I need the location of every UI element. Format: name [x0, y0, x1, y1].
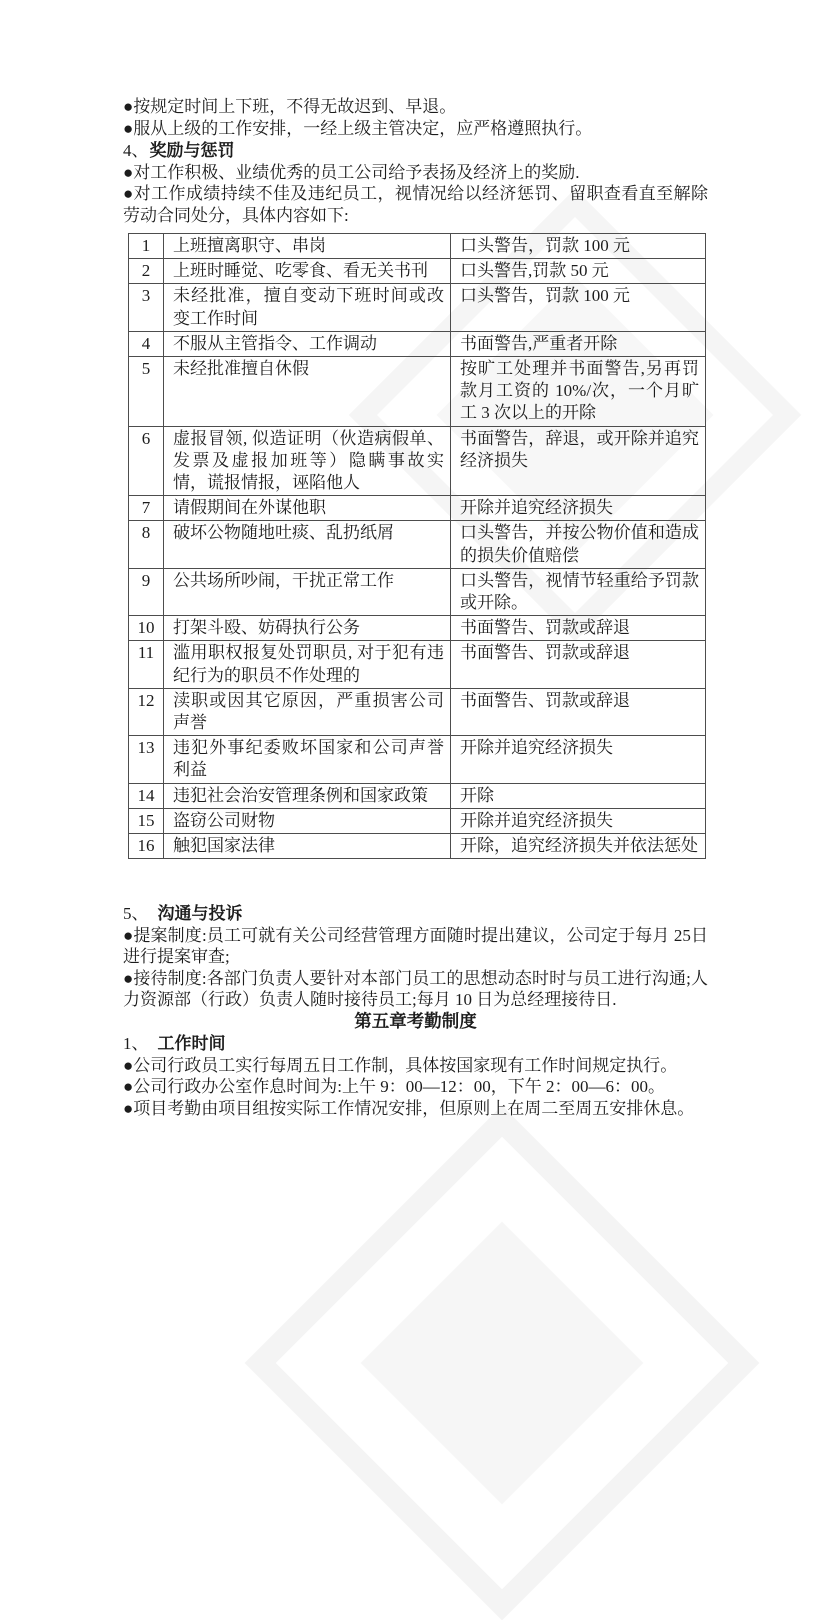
section-title: 奖励与惩罚 [149, 141, 235, 160]
behavior-cell: 上班时睡觉、吃零食、看无关书刊 [164, 259, 451, 284]
row-number-cell: 7 [129, 496, 164, 521]
page-content [123, 96, 708, 1119]
penalty-cell: 开除并追究经济损失 [451, 808, 706, 833]
bullet-line: ●对工作积极、业绩优秀的员工公司给予表扬及经济上的奖励. [123, 162, 580, 182]
discipline-table-body [129, 234, 706, 859]
bullet-line: ●接待制度:各部门负责人要针对本部门员工的思想动态时时与员工进行沟通;人力资源部（行政）负责人随时接待员工;每月 10 日为总经理接待日. [123, 968, 708, 1010]
bullet-line: ●公司行政办公室作息时间为:上午 9：00—12：00，下午 2：00—6：00。 [123, 1077, 665, 1097]
behavior-cell: 公共场所吵闹，干扰正常工作 [164, 568, 451, 615]
intro-bullet-list [123, 96, 708, 139]
section4-bullet-list [123, 162, 708, 227]
table-row [129, 496, 706, 521]
table-row [129, 568, 706, 615]
penalty-cell: 开除 [451, 783, 706, 808]
penalty-cell: 书面警告，辞退，或开除并追究经济损失 [451, 426, 706, 496]
penalty-cell: 书面警告、罚款或辞退 [451, 641, 706, 688]
watermark-diamond-bottom [245, 1106, 760, 1620]
table-row [129, 688, 706, 735]
row-number-cell: 2 [129, 259, 164, 284]
row-number-cell: 16 [129, 834, 164, 859]
discipline-penalty-table [128, 233, 706, 859]
row-number-cell: 5 [129, 357, 164, 427]
table-row [129, 284, 706, 331]
penalty-cell: 开除并追究经济损失 [451, 736, 706, 783]
penalty-cell: 口头警告，罚款 100 元 [451, 234, 706, 259]
table-row [129, 259, 706, 284]
row-number-cell: 14 [129, 783, 164, 808]
row-number-cell: 10 [129, 616, 164, 641]
bullet-line: ●项目考勤由项目组按实际工作情况安排，但原则上在周二至周五安排休息。 [123, 1098, 695, 1118]
behavior-cell: 打架斗殴、妨碍执行公务 [164, 616, 451, 641]
section-number: 4、 [123, 141, 149, 160]
table-row [129, 641, 706, 688]
penalty-cell: 口头警告，视情节轻重给予罚款或开除。 [451, 568, 706, 615]
table-row [129, 783, 706, 808]
penalty-cell: 开除，追究经济损失并依法惩处 [451, 834, 706, 859]
penalty-cell: 书面警告、罚款或辞退 [451, 688, 706, 735]
table-row [129, 736, 706, 783]
section-number: 1、 [123, 1034, 149, 1054]
section-number: 5、 [123, 904, 149, 924]
row-number-cell: 3 [129, 284, 164, 331]
section-title: 沟通与投诉 [157, 904, 243, 924]
behavior-cell: 未经批准擅自休假 [164, 357, 451, 427]
penalty-cell: 书面警告、罚款或辞退 [451, 616, 706, 641]
row-number-cell: 6 [129, 426, 164, 496]
behavior-cell: 渎职或因其它原因，严重损害公司声誉 [164, 688, 451, 735]
behavior-cell: 盗窃公司财物 [164, 808, 451, 833]
row-number-cell: 13 [129, 736, 164, 783]
bullet-line: ●按规定时间上下班，不得无故迟到、早退。 [123, 97, 457, 116]
behavior-cell: 违犯社会治安管理条例和国家政策 [164, 783, 451, 808]
section5-bullet-list [123, 925, 708, 1011]
table-row [129, 834, 706, 859]
behavior-cell: 虚报冒领, 似造证明（伙造病假单、发票及虚报加班等）隐瞒事故实情，谎报情报，诬陷他人 [164, 426, 451, 496]
row-number-cell: 11 [129, 641, 164, 688]
behavior-cell: 破坏公物随地吐痰、乱扔纸屑 [164, 521, 451, 568]
penalty-cell: 口头警告，并按公物价值和造成的损失价值赔偿 [451, 521, 706, 568]
penalty-cell: 口头警告,罚款 50 元 [451, 259, 706, 284]
table-row [129, 616, 706, 641]
table-row [129, 331, 706, 356]
penalty-cell: 开除并追究经济损失 [451, 496, 706, 521]
row-number-cell: 9 [129, 568, 164, 615]
table-row [129, 426, 706, 496]
table-row [129, 357, 706, 427]
row-number-cell: 8 [129, 521, 164, 568]
bullet-line: ●服从上级的工作安排，一经上级主管决定，应严格遵照执行。 [123, 118, 593, 138]
bullet-line: ●提案制度:员工可就有关公司经营管理方面随时提出建议，公司定于每月 25日进行提案审查; [123, 925, 708, 967]
table-row [129, 808, 706, 833]
work-hours-bullet-list [123, 1055, 708, 1120]
behavior-cell: 请假期间在外谋他职 [164, 496, 451, 521]
section-title: 工作时间 [157, 1034, 226, 1054]
behavior-cell: 违犯外事纪委败坏国家和公司声誉利益 [164, 736, 451, 783]
behavior-cell: 触犯国家法律 [164, 834, 451, 859]
penalty-cell: 按旷工处理并书面警告,另再罚款月工资的 10%/次，一个月旷工 3 次以上的开除 [451, 357, 706, 427]
behavior-cell: 滥用职权报复处罚职员, 对于犯有违纪行为的职员不作处理的 [164, 641, 451, 688]
bullet-line: ●对工作成绩持续不佳及违纪员工，视情况给以经济惩罚、留职查看直至解除劳动合同处分，具体内容如下: [123, 184, 708, 225]
behavior-cell: 未经批准，擅自变动下班时间或改变工作时间 [164, 284, 451, 331]
row-number-cell: 12 [129, 688, 164, 735]
row-number-cell: 1 [129, 234, 164, 259]
chapter-title: 第五章考勤制度 [354, 1010, 477, 1031]
bullet-line: ●公司行政员工实行每周五日工作制，具体按国家现有工作时间规定执行。 [123, 1055, 678, 1075]
behavior-cell: 上班擅离职守、串岗 [164, 234, 451, 259]
section-heading-communication [123, 903, 708, 925]
behavior-cell: 不服从主管指令、工作调动 [164, 331, 451, 356]
penalty-cell: 书面警告,严重者开除 [451, 331, 706, 356]
row-number-cell: 15 [129, 808, 164, 833]
penalty-cell: 口头警告，罚款 100 元 [451, 284, 706, 331]
table-row [129, 521, 706, 568]
section-heading-rewards [123, 140, 708, 162]
row-number-cell: 4 [129, 331, 164, 356]
table-row [129, 234, 706, 259]
section-heading-work-hours [123, 1033, 708, 1055]
